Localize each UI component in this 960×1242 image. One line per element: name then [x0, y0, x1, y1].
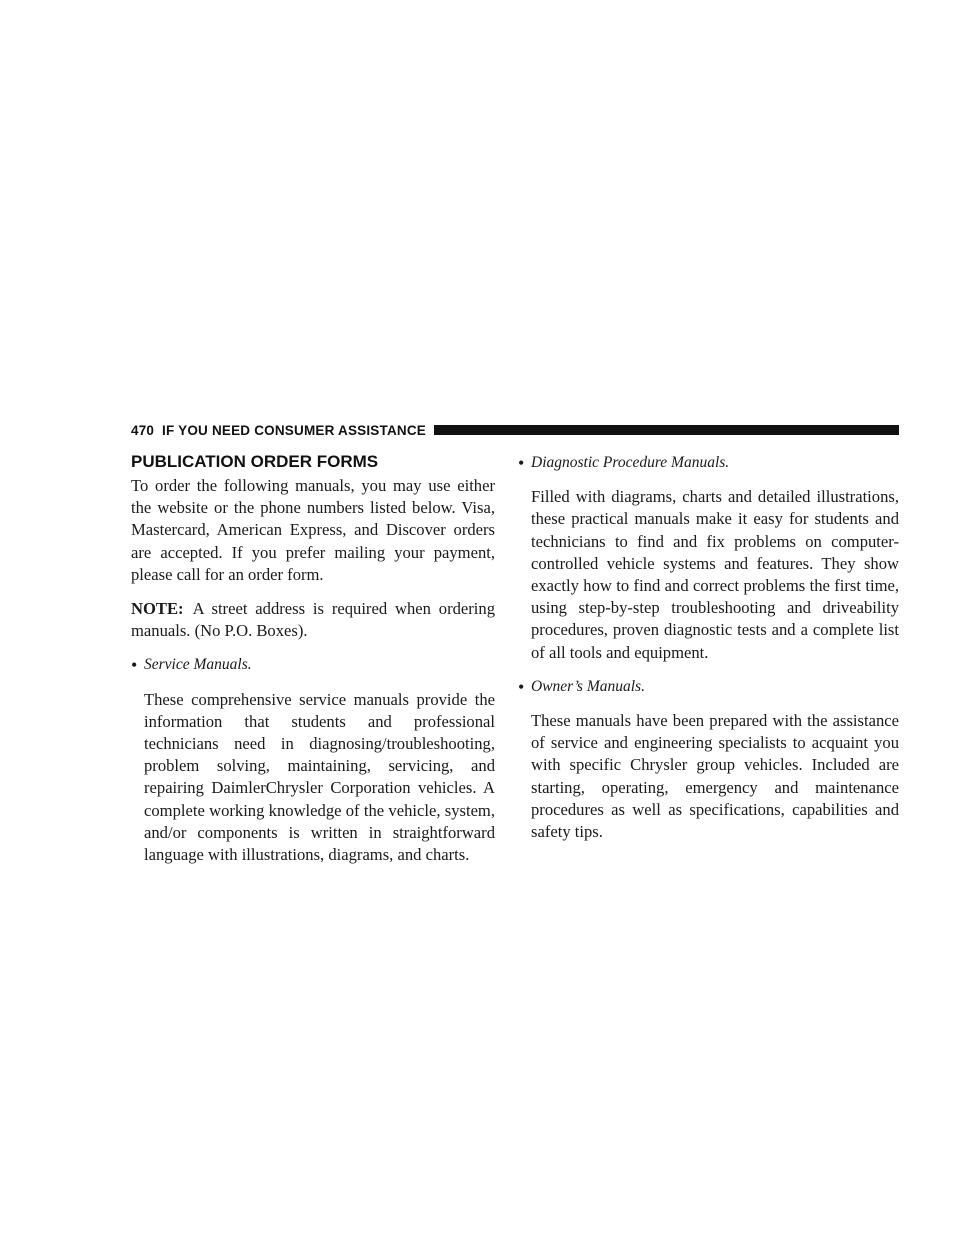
intro-paragraph: To order the following manuals, you may use either the website or the phone numbers listed below. Visa, Mastercard, American Express, and Discover orders are accepted. If you prefer mailing your payment, please call for an order form. [131, 476, 495, 584]
note-text: A street address is required when ordering manuals. (No P.O. Boxes). [131, 599, 495, 641]
bullet-title: Owner’s Manuals. [531, 677, 645, 695]
right-column [518, 452, 899, 855]
section-title: PUBLICATION ORDER FORMS [131, 452, 379, 471]
bullet-item-diagnostic-manuals [518, 452, 899, 474]
bullet-body: These manuals have been prepared with the assistance of service and engineering specialists to acquaint you with specific Chrysler group vehicles. Included are starting, operating, emergency and maintenance procedures as well as specifications, capabilities and safety tips. [531, 711, 899, 842]
bullet-item-owners-manuals [518, 676, 899, 698]
bullet-icon: • [518, 676, 525, 697]
bullet-title: Service Manuals. [144, 656, 252, 674]
note-paragraph [131, 598, 495, 642]
bullet-icon: • [131, 655, 138, 676]
page-number: 470 [131, 422, 155, 438]
bullet-item-service-manuals [131, 654, 495, 676]
bullet-body: Filled with diagrams, charts and detailed illustrations, these practical manuals make it easy for students and technicians to find and fix problems on computer-controlled vehicle systems and features. They show exactly how to find and correct problems the first time, using step-by-step troubleshooting and driveability procedures, proven diagnostic tests and a complete list of all tools and equipment. [531, 487, 899, 662]
header-title: IF YOU NEED CONSUMER ASSISTANCE [162, 422, 427, 438]
bullet-body: These comprehensive service manuals provide the information that students and professional technicians need in diagnosing/troubleshooting, problem solving, maintaining, servicing, and repairing DaimlerChrysler Corporation vehicles. A complete working knowledge of the vehicle, system, and/or components is written in straightforward language with illustrations, diagrams, and charts. [144, 689, 495, 865]
bullet-title: Diagnostic Procedure Manuals. [531, 454, 730, 471]
note-label: NOTE: [131, 599, 184, 619]
header-rule [434, 425, 899, 435]
left-column [131, 452, 495, 878]
running-header [131, 420, 899, 440]
bullet-icon: • [518, 453, 525, 473]
